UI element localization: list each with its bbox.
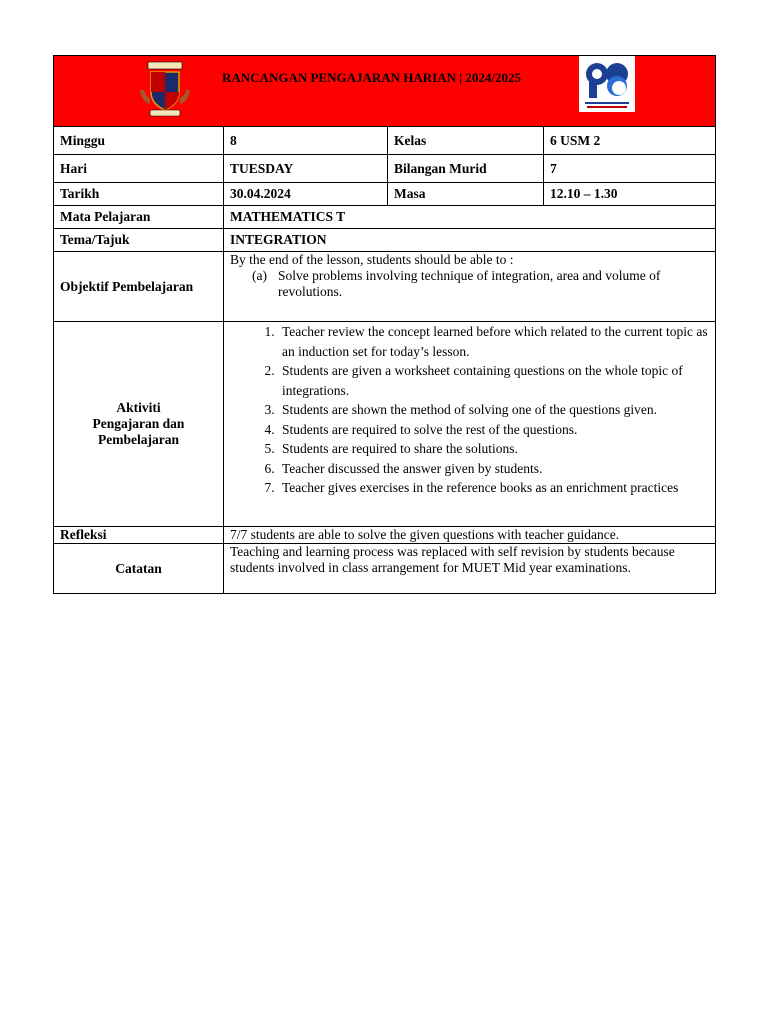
tema-value: INTEGRATION bbox=[224, 229, 716, 252]
masa-label: Masa bbox=[388, 183, 544, 206]
objektif-intro: By the end of the lesson, students should be able to : bbox=[230, 252, 514, 267]
row-refleksi bbox=[54, 527, 716, 544]
header-row bbox=[54, 56, 716, 127]
row-objektif bbox=[54, 252, 716, 322]
kelas-label: Kelas bbox=[388, 127, 544, 155]
row-catatan bbox=[54, 544, 716, 594]
aktiviti-label-line-2: Pengajaran dan bbox=[92, 416, 185, 431]
list-item: 2. Students are given a worksheet containing questions on the whole topic of integrations. bbox=[278, 361, 709, 400]
mata-value: MATHEMATICS T bbox=[224, 206, 716, 229]
row-mata-pelajaran bbox=[54, 206, 716, 229]
catatan-label: Catatan bbox=[54, 544, 224, 594]
refleksi-label: Refleksi bbox=[54, 527, 224, 544]
bilangan-label: Bilangan Murid bbox=[388, 155, 544, 183]
objektif-label: Objektif Pembelajaran bbox=[54, 252, 224, 322]
list-item: 6. Teacher discussed the answer given by students. bbox=[278, 459, 709, 479]
kelas-value: 6 USM 2 bbox=[544, 127, 716, 155]
catatan-value: Teaching and learning process was replaced with self revision by students because students involved in class arrangement for MUET Mid year examinations. bbox=[224, 544, 716, 594]
page-title: RANCANGAN PENGAJARAN HARIAN | 2024/2025 bbox=[222, 70, 521, 85]
list-item: 5. Students are required to share the solutions. bbox=[278, 439, 709, 459]
tarikh-label: Tarikh bbox=[54, 183, 224, 206]
tarikh-value: 30.04.2024 bbox=[224, 183, 388, 206]
header-banner bbox=[54, 56, 716, 127]
minggu-value: 8 bbox=[224, 127, 388, 155]
objektif-item-label: (a) bbox=[252, 268, 267, 283]
aktiviti-label-line-1: Aktiviti bbox=[116, 400, 161, 415]
list-item: 4. Students are required to solve the rest of the questions. bbox=[278, 420, 709, 440]
list-item: 3. Students are shown the method of solving one of the questions given. bbox=[278, 400, 709, 420]
hari-label: Hari bbox=[54, 155, 224, 183]
tema-label: Tema/Tajuk bbox=[54, 229, 224, 252]
school-crest-icon bbox=[136, 60, 194, 118]
bilangan-value: 7 bbox=[544, 155, 716, 183]
refleksi-value: 7/7 students are able to solve the given questions with teacher guidance. bbox=[224, 527, 716, 544]
anniversary-25-logo-icon bbox=[579, 56, 635, 112]
objektif-item bbox=[230, 268, 709, 300]
masa-value: 12.10 – 1.30 bbox=[544, 183, 716, 206]
list-item: 7. Teacher gives exercises in the reference books as an enrichment practices bbox=[278, 478, 709, 498]
objektif-item-text: Solve problems involving technique of integration, area and volume of revolutions. bbox=[278, 268, 661, 299]
row-minggu-kelas bbox=[54, 127, 716, 155]
aktiviti-label bbox=[54, 322, 224, 527]
minggu-label: Minggu bbox=[54, 127, 224, 155]
aktiviti-list bbox=[230, 322, 709, 498]
row-aktiviti bbox=[54, 322, 716, 527]
aktiviti-content bbox=[224, 322, 716, 527]
row-hari-bilangan bbox=[54, 155, 716, 183]
row-tema bbox=[54, 229, 716, 252]
mata-label: Mata Pelajaran bbox=[54, 206, 224, 229]
aktiviti-label-line-3: Pembelajaran bbox=[98, 432, 179, 447]
lesson-plan-table bbox=[53, 55, 716, 594]
list-item: 1. Teacher review the concept learned before which related to the current topic as an induction set for today’s lesson. bbox=[278, 322, 709, 361]
row-tarikh-masa bbox=[54, 183, 716, 206]
hari-value: TUESDAY bbox=[224, 155, 388, 183]
objektif-content bbox=[224, 252, 716, 322]
